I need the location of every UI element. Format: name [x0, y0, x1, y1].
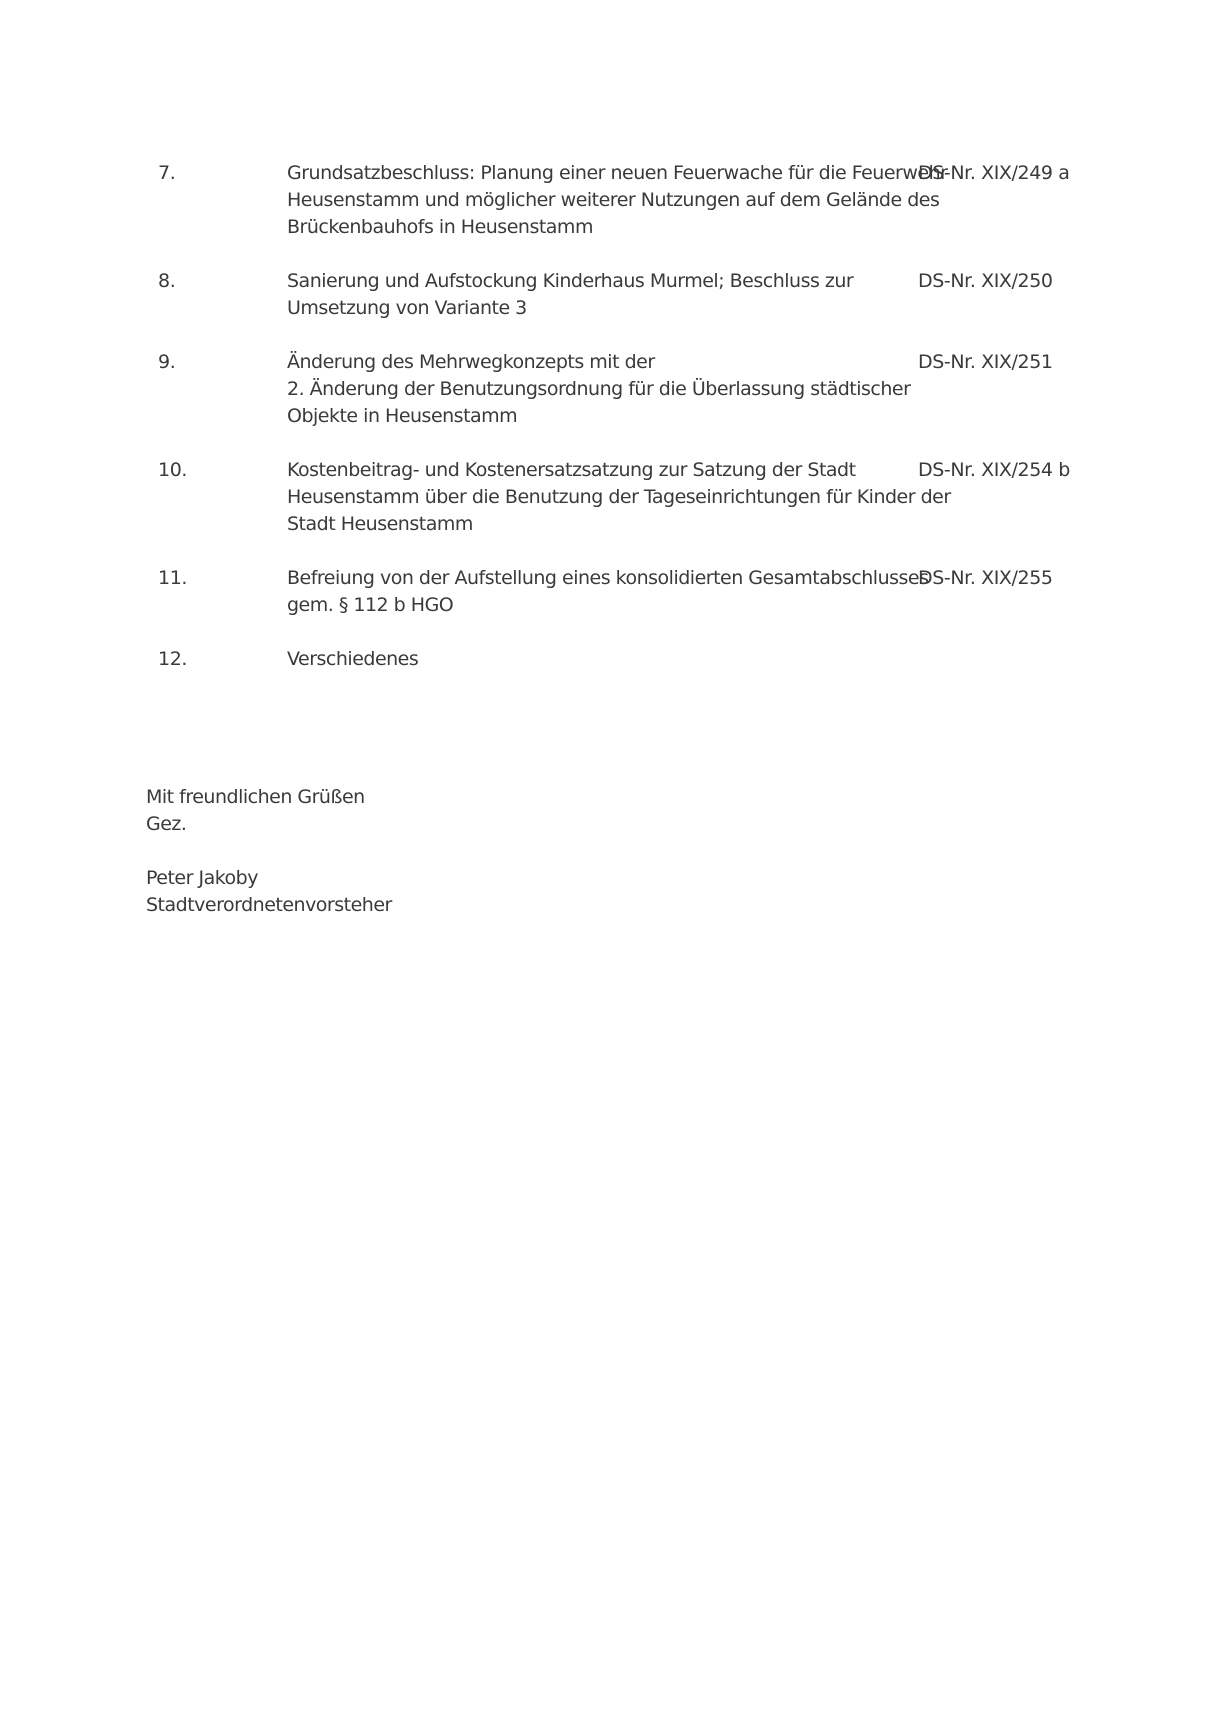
agenda-item-text [287, 160, 948, 241]
agenda-item-text [287, 646, 897, 673]
agenda-item-number: 11. [158, 567, 188, 589]
signatory-title: Stadtverordnetenvorsteher [146, 894, 392, 916]
signatory-name: Peter Jakoby [146, 867, 258, 889]
agenda-item-number: 9. [158, 351, 176, 373]
agenda-item-reference: DS-Nr. XIX/250 [918, 270, 1053, 292]
agenda-item-reference: DS-Nr. XIX/249 a [918, 162, 1070, 184]
agenda-item-reference: DS-Nr. XIX/254 b [918, 459, 1070, 481]
agenda-item-text-line: Befreiung von der Aufstellung eines konsolidierten Gesamtabschlusses [287, 567, 929, 589]
closing-signature [146, 784, 392, 919]
agenda-item [0, 646, 1222, 673]
agenda-item-text-line: 2. Änderung der Benutzungsordnung für die Überlassung städtischer [287, 378, 911, 400]
agenda-item-text [287, 565, 929, 619]
closing-greeting: Mit freundlichen Grüßen [146, 786, 365, 808]
agenda-item-text-line: Verschiedenes [287, 648, 419, 670]
signed-note: Gez. [146, 813, 187, 835]
agenda-item-text-line: Änderung des Mehrwegkonzepts mit der [287, 351, 655, 373]
agenda-item [0, 457, 1222, 535]
agenda-item-text-line: Umsetzung von Variante 3 [287, 297, 527, 319]
agenda-item-text-line: Heusenstamm über die Benutzung der Tageseinrichtungen für Kinder der [287, 486, 951, 508]
agenda-item [0, 349, 1222, 427]
agenda-item-text-line: gem. § 112 b HGO [287, 594, 454, 616]
agenda-item [0, 565, 1222, 616]
agenda-item-number: 8. [158, 270, 176, 292]
agenda-item-text-line: Sanierung und Aufstockung Kinderhaus Murmel; Beschluss zur [287, 270, 854, 292]
agenda-item-number: 7. [158, 162, 176, 184]
agenda-item [0, 268, 1222, 319]
agenda-item-reference: DS-Nr. XIX/255 [918, 567, 1053, 589]
agenda-item-text [287, 268, 897, 322]
agenda-item-text-line: Stadt Heusenstamm [287, 513, 473, 535]
agenda-item-text [287, 349, 911, 430]
agenda-item-text-line: Objekte in Heusenstamm [287, 405, 518, 427]
agenda-item-text-line: Brückenbauhofs in Heusenstamm [287, 216, 593, 238]
agenda-item-text-line: Heusenstamm und möglicher weiterer Nutzungen auf dem Gelände des [287, 189, 940, 211]
agenda-item-number: 12. [158, 648, 188, 670]
signature-spacer [146, 838, 392, 865]
agenda-item-reference: DS-Nr. XIX/251 [918, 351, 1053, 373]
agenda-item-text [287, 457, 951, 538]
agenda-item-number: 10. [158, 459, 188, 481]
agenda-item [0, 160, 1222, 238]
agenda-item-text-line: Kostenbeitrag- und Kostenersatzsatzung zur Satzung der Stadt [287, 459, 856, 481]
agenda-item-text-line: Grundsatzbeschluss: Planung einer neuen Feuerwache für die Feuerwehr [287, 162, 948, 184]
